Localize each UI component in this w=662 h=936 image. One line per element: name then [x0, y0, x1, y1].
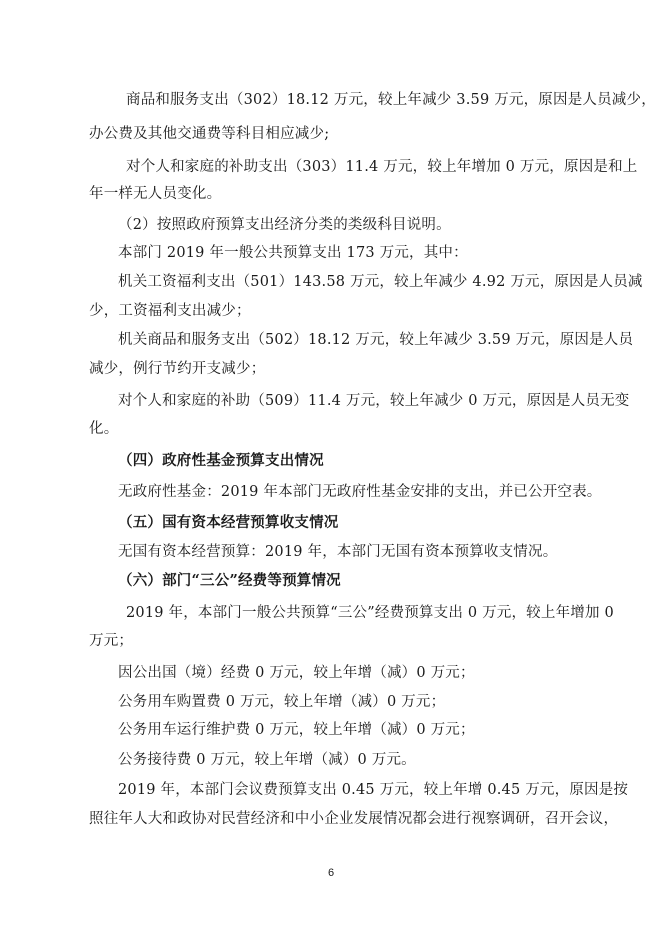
body-text-line: 万元；	[89, 633, 134, 649]
body-text-line: 机关工资福利支出（501）143.58 万元，较上年减少 4.92 万元，原因是人员减	[118, 274, 643, 290]
body-text-line: （2）按照政府预算支出经济分类的类级科目说明。	[118, 217, 451, 233]
body-text-line: 化。	[89, 421, 119, 437]
body-text-line: 公务用车运行维护费 0 万元，较上年增（减）0 万元；	[118, 722, 475, 738]
section-heading-three-public: （六）部门“三公”经费等预算情况	[118, 572, 341, 589]
section-heading-state-capital: （五）国有资本经营预算收支情况	[118, 514, 339, 531]
body-text-line: 本部门 2019 年一般公共预算支出 173 万元，其中：	[118, 245, 468, 261]
body-text-line: 商品和服务支出（302）18.12 万元，较上年减少 3.59 万元，原因是人员减少，	[126, 92, 656, 108]
body-text-line: 办公费及其他交通费等科目相应减少;	[89, 126, 330, 142]
page-number: 6	[327, 867, 335, 879]
body-text-line: 减少，例行节约开支减少；	[89, 361, 266, 377]
body-text-line: 因公出国（境）经费 0 万元，较上年增（减）0 万元；	[118, 665, 475, 681]
body-text-line: 2019 年，本部门一般公共预算“三公”经费预算支出 0 万元，较上年增加 0	[126, 605, 614, 621]
body-text-line: 对个人和家庭的补助支出（303）11.4 万元，较上年增加 0 万元，原因是和上	[126, 159, 638, 175]
section-heading-government-fund: （四）政府性基金预算支出情况	[118, 452, 324, 469]
body-text-line: 对个人和家庭的补助（509）11.4 万元，较上年减少 0 万元，原因是人员无变	[118, 393, 630, 409]
body-text-line: 无国有资本经营预算：2019 年，本部门无国有资本预算收支情况。	[118, 544, 558, 560]
body-text-line: 机关商品和服务支出（502）18.12 万元，较上年减少 3.59 万元，原因是人员	[118, 332, 634, 348]
body-text-line: 公务用车购置费 0 万元，较上年增（减）0 万元；	[118, 694, 446, 710]
body-text-line: 无政府性基金：2019 年本部门无政府性基金安排的支出，并已公开空表。	[118, 484, 602, 500]
body-text-line: 2019 年，本部门会议费预算支出 0.45 万元，较上年增 0.45 万元，原因是按	[118, 782, 629, 798]
body-text-line: 少，工资福利支出减少；	[89, 303, 251, 319]
body-text-line: 照往年人大和政协对民营经济和中小企业发展情况都会进行视察调研，召开会议，	[89, 811, 619, 827]
body-text-line: 年一样无人员变化。	[89, 186, 222, 202]
body-text-line: 公务接待费 0 万元，较上年增（减）0 万元。	[118, 752, 416, 768]
